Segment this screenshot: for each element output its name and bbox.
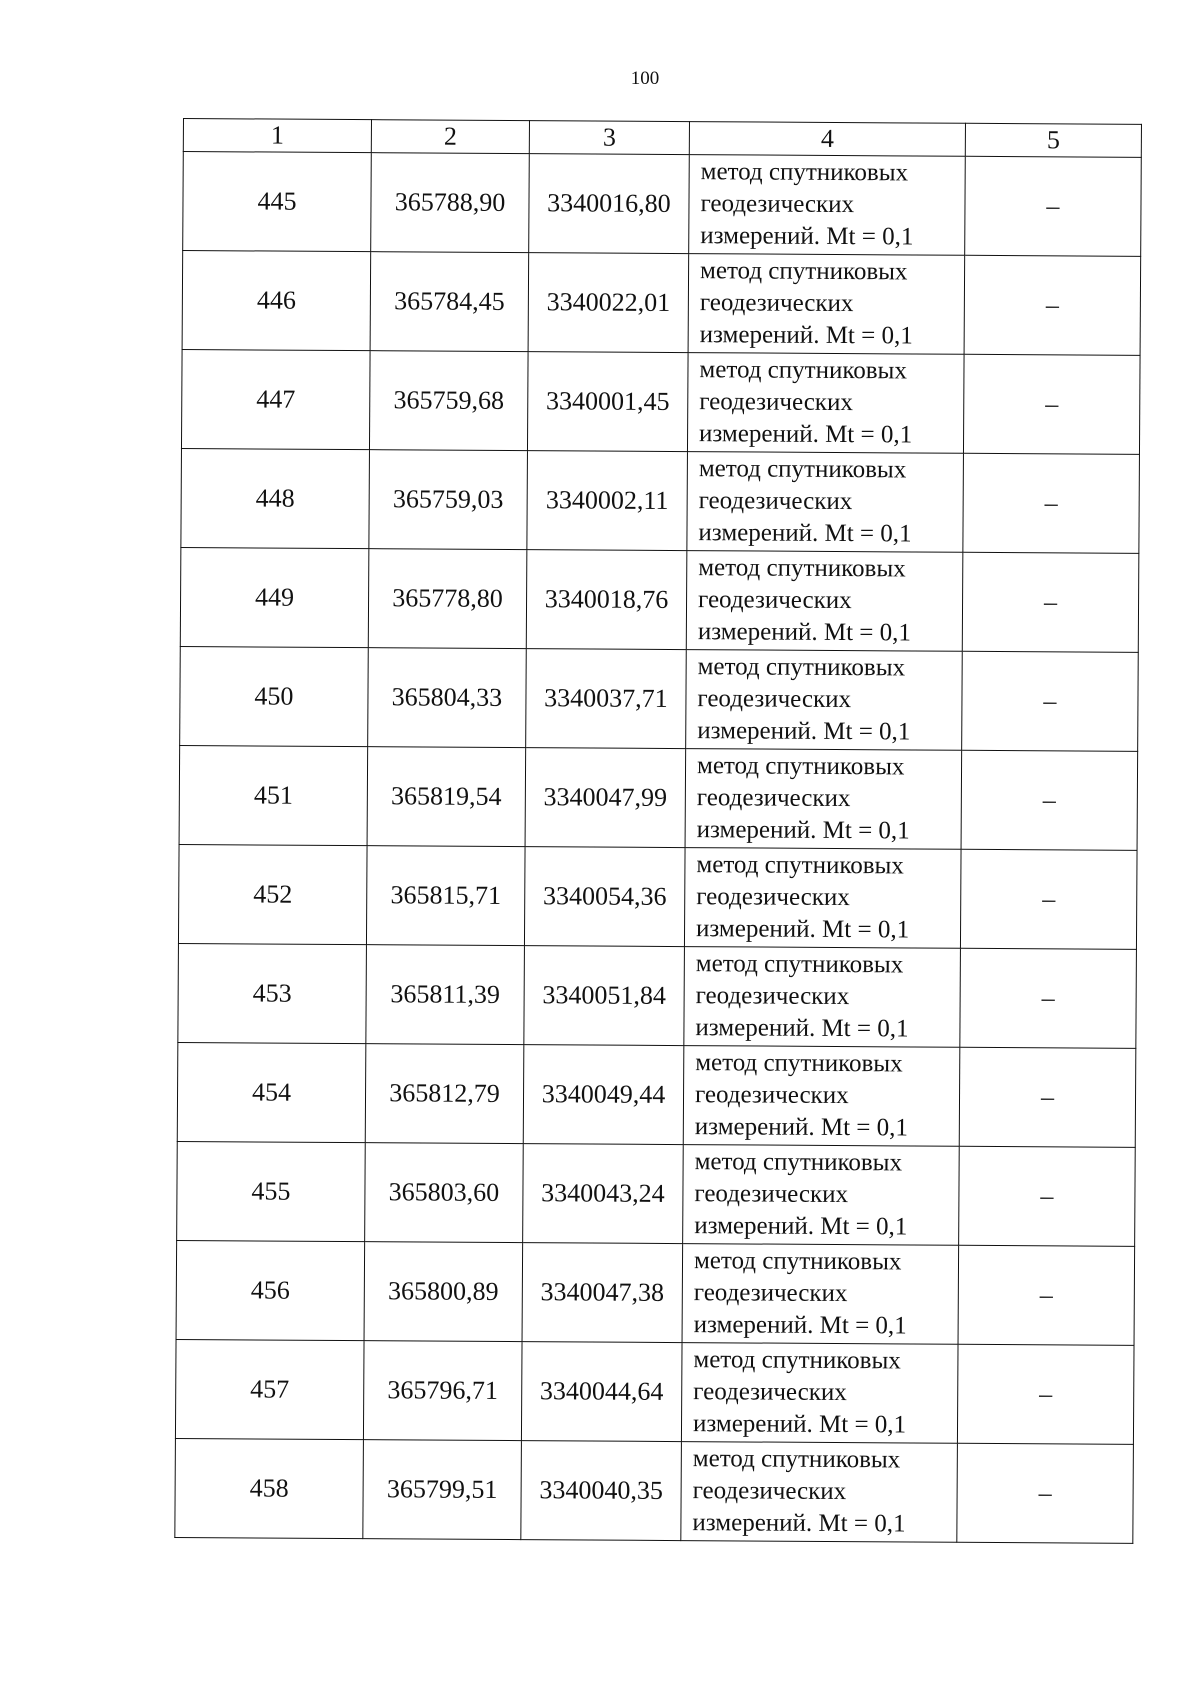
x-coordinate-cell: 365759,68 <box>369 351 528 451</box>
method-line-3: измерений. Mt = 0,1 <box>694 1113 909 1142</box>
method-line-1: метод спутниковых <box>698 455 907 484</box>
method-cell <box>684 947 961 1048</box>
method-line-2: геодезических <box>697 685 852 714</box>
point-number-cell: 447 <box>181 349 370 449</box>
column-header-1: 1 <box>183 119 371 153</box>
table-row <box>178 844 1137 949</box>
x-coordinate-cell: 365815,71 <box>366 846 525 946</box>
point-number-cell: 448 <box>181 448 370 548</box>
x-coordinate-cell: 365759,03 <box>369 450 528 550</box>
x-coordinate-cell: 365812,79 <box>365 1044 524 1144</box>
table-row <box>177 1141 1136 1246</box>
method-line-1: метод спутниковых <box>693 1247 902 1276</box>
note-cell: – <box>962 651 1139 751</box>
point-number-cell: 445 <box>183 152 372 252</box>
table-row <box>180 547 1139 652</box>
point-number-cell: 446 <box>182 251 371 351</box>
method-line-3: измерений. Mt = 0,1 <box>692 1410 907 1439</box>
method-cell <box>687 353 964 454</box>
method-cell <box>685 749 962 850</box>
method-line-3: измерений. Mt = 0,1 <box>699 321 913 350</box>
method-line-3: измерений. Mt = 0,1 <box>700 222 914 251</box>
method-line-1: метод спутниковых <box>699 356 907 385</box>
table-row <box>177 1042 1136 1147</box>
point-number-cell: 452 <box>178 844 367 944</box>
method-line-3: измерений. Mt = 0,1 <box>698 519 912 548</box>
method-line-1: метод спутниковых <box>696 851 904 880</box>
note-cell: – <box>959 1047 1136 1147</box>
method-line-2: геодезических <box>693 1279 848 1308</box>
method-line-1: метод спутниковых <box>699 257 908 286</box>
table-row <box>175 1339 1134 1444</box>
method-line-2: геодезических <box>692 1477 847 1506</box>
method-line-1: метод спутниковых <box>695 1049 903 1078</box>
point-number-cell: 450 <box>180 646 369 746</box>
method-cell <box>688 254 965 355</box>
method-cell <box>684 848 961 949</box>
method-line-3: измерений. Mt = 0,1 <box>695 1014 909 1043</box>
note-cell: – <box>960 849 1137 949</box>
x-coordinate-cell: 365788,90 <box>371 153 530 253</box>
y-coordinate-cell: 3340047,99 <box>525 748 686 848</box>
column-header-3: 3 <box>529 121 689 155</box>
column-header-5: 5 <box>965 123 1141 157</box>
y-coordinate-cell: 3340022,01 <box>528 253 689 353</box>
column-header-2: 2 <box>371 120 529 154</box>
x-coordinate-cell: 365778,80 <box>368 549 527 649</box>
method-line-3: измерений. Mt = 0,1 <box>697 618 912 647</box>
note-cell: – <box>960 948 1137 1048</box>
note-cell: – <box>965 156 1142 256</box>
method-line-1: метод спутниковых <box>698 554 906 583</box>
y-coordinate-cell: 3340049,44 <box>523 1045 684 1145</box>
y-coordinate-cell: 3340051,84 <box>524 946 685 1046</box>
coordinates-table <box>174 118 1142 1544</box>
method-line-2: геодезических <box>700 190 855 219</box>
note-cell: – <box>964 255 1141 355</box>
note-cell: – <box>957 1443 1134 1543</box>
point-number-cell: 456 <box>176 1240 365 1340</box>
coordinates-table-container <box>174 118 1142 1544</box>
method-cell <box>681 1442 958 1543</box>
table-row <box>176 1240 1135 1345</box>
table-row <box>182 251 1141 356</box>
y-coordinate-cell: 3340016,80 <box>529 154 690 254</box>
method-line-1: метод спутниковых <box>694 1148 903 1177</box>
method-line-2: геодезических <box>694 1081 849 1110</box>
point-number-cell: 451 <box>179 745 368 845</box>
method-line-3: измерений. Mt = 0,1 <box>698 420 913 449</box>
table-row <box>179 745 1138 850</box>
point-number-cell: 453 <box>178 943 367 1043</box>
y-coordinate-cell: 3340043,24 <box>523 1144 684 1244</box>
x-coordinate-cell: 365784,45 <box>370 252 529 352</box>
method-line-2: геодезических <box>696 784 851 813</box>
x-coordinate-cell: 365819,54 <box>367 747 526 847</box>
method-line-2: геодезических <box>698 487 853 516</box>
y-coordinate-cell: 3340054,36 <box>524 847 685 947</box>
method-line-2: геодезических <box>696 883 850 912</box>
note-cell: – <box>962 552 1139 652</box>
method-line-2: геодезических <box>695 982 850 1011</box>
method-line-1: метод спутниковых <box>697 653 906 682</box>
y-coordinate-cell: 3340040,35 <box>521 1441 682 1541</box>
method-cell <box>683 1046 960 1147</box>
method-line-3: измерений. Mt = 0,1 <box>697 717 911 746</box>
method-line-1: метод спутниковых <box>692 1445 901 1474</box>
method-line-3: измерений. Mt = 0,1 <box>696 816 910 845</box>
x-coordinate-cell: 365804,33 <box>368 648 527 748</box>
method-line-1: метод спутниковых <box>693 1346 901 1375</box>
method-cell <box>682 1244 959 1345</box>
note-cell: – <box>963 354 1140 454</box>
point-number-cell: 454 <box>177 1042 366 1142</box>
y-coordinate-cell: 3340018,76 <box>526 550 687 650</box>
point-number-cell: 449 <box>180 547 369 647</box>
y-coordinate-cell: 3340047,38 <box>522 1243 683 1343</box>
note-cell: – <box>961 750 1138 850</box>
table-row <box>180 646 1139 751</box>
note-cell: – <box>958 1245 1135 1345</box>
x-coordinate-cell: 365799,51 <box>363 1440 522 1540</box>
table-body <box>175 152 1141 1544</box>
method-line-1: метод спутниковых <box>696 752 905 781</box>
y-coordinate-cell: 3340002,11 <box>527 451 688 551</box>
point-number-cell: 458 <box>175 1438 364 1538</box>
method-cell <box>681 1343 958 1444</box>
y-coordinate-cell: 3340037,71 <box>526 649 687 749</box>
y-coordinate-cell: 3340001,45 <box>527 352 688 452</box>
table-row <box>183 152 1142 257</box>
method-line-2: геодезических <box>694 1180 849 1209</box>
method-cell <box>687 452 964 553</box>
x-coordinate-cell: 365811,39 <box>366 945 525 1045</box>
method-line-1: метод спутниковых <box>700 158 909 187</box>
table-row <box>178 943 1137 1048</box>
method-line-2: геодезических <box>697 586 852 615</box>
table-row <box>181 349 1140 454</box>
column-header-4: 4 <box>689 122 965 157</box>
note-cell: – <box>963 453 1140 553</box>
method-line-3: измерений. Mt = 0,1 <box>694 1212 908 1241</box>
note-cell: – <box>957 1344 1134 1444</box>
table-row <box>181 448 1140 553</box>
x-coordinate-cell: 365800,89 <box>364 1242 523 1342</box>
point-number-cell: 457 <box>175 1339 364 1439</box>
y-coordinate-cell: 3340044,64 <box>521 1342 682 1442</box>
method-cell <box>689 155 966 256</box>
method-cell <box>683 1145 960 1246</box>
method-cell <box>686 551 963 652</box>
x-coordinate-cell: 365803,60 <box>365 1143 524 1243</box>
method-line-2: геодезических <box>693 1378 847 1407</box>
page-number: 100 <box>630 68 660 89</box>
method-line-3: измерений. Mt = 0,1 <box>695 915 910 944</box>
x-coordinate-cell: 365796,71 <box>363 1341 522 1441</box>
method-line-3: измерений. Mt = 0,1 <box>693 1311 907 1340</box>
method-cell <box>686 650 963 751</box>
method-line-2: геодезических <box>699 388 853 417</box>
method-line-3: измерений. Mt = 0,1 <box>692 1509 906 1538</box>
point-number-cell: 455 <box>177 1141 366 1241</box>
method-line-1: метод спутниковых <box>695 950 904 979</box>
note-cell: – <box>959 1146 1136 1246</box>
method-line-2: геодезических <box>699 289 854 318</box>
table-row <box>175 1438 1134 1543</box>
